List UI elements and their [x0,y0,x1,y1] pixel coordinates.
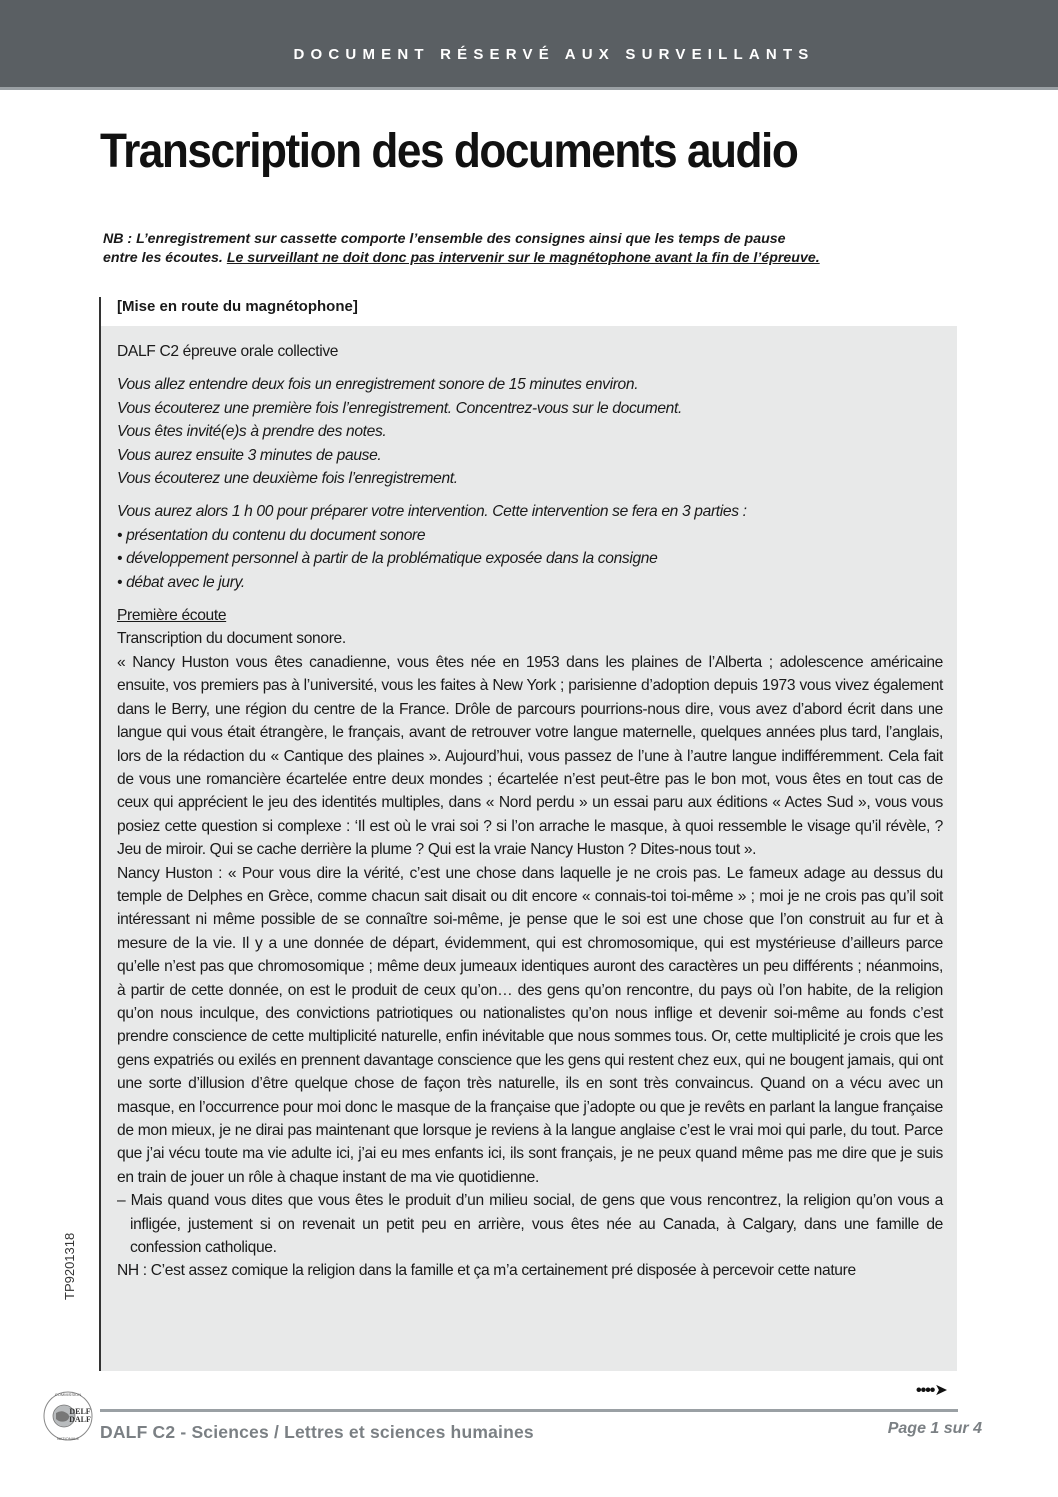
prep-intro: Vous aurez alors 1 h 00 pour préparer votre intervention. Cette intervention se fera en 3 parties : [117,503,747,521]
continue-arrow-icon: ••••➤ [916,1382,947,1399]
page-title: Transcription des documents audio [100,125,798,178]
nb-line-2-underlined: Le surveillant ne doit donc pas intervenir sur le magnétophone avant la fin de l’épreuve. [226,250,820,266]
delf-dalf-logo [40,1388,96,1444]
transcript-paragraph: – Mais quand vous dites que vous êtes le produit d’un milieu social, de gens que vous rencontrez, la religion qu’on vous a infligée, justement si on revenait un petit peu en arrière, vous êtes née au Canada, à Calgary, dans une famille de confession catholique. [117,1192,943,1257]
svg-text:COMMISSION: COMMISSION [54,1392,82,1397]
nb-line-1: NB : L’enregistrement sur cassette comporte l’ensemble des consignes ainsi que les temps de pause [103,231,786,247]
banner-text: DOCUMENT RÉSERVÉ AUX SURVEILLANTS [293,46,815,63]
transcript-paragraph: NH : C’est assez comique la religion dans la famille et ça m’a certainement pré disposée à percevoir cette nature [117,1262,856,1280]
instruction-line: Vous êtes invité(e)s à prendre des notes. [117,423,387,441]
instruction-line: Vous écouterez une première fois l’enregistrement. Concentrez-vous sur le document. [117,399,682,417]
nb-line-2-plain: entre les écoutes. [103,250,227,266]
section-heading: Première écoute [117,607,227,625]
svg-text:DELF: DELF [69,1407,91,1416]
document-code: TP9201318 [62,1232,77,1300]
footer-title: DALF C2 - Sciences / Lettres et sciences humaines [100,1422,534,1442]
svg-text:NATIONALE: NATIONALE [56,1436,80,1441]
bullet-item: • présentation du contenu du document sonore [117,526,426,544]
top-banner [0,0,1058,90]
instruction-line: Vous écouterez une deuxième fois l’enregistrement. [117,470,458,488]
nb-note [103,230,943,268]
footer-rule [100,1409,958,1412]
svg-text:DALF: DALF [69,1415,91,1424]
mise-en-route-label: [Mise en route du magnétophone] [117,298,358,315]
bullet-item: • développement personnel à partir de la problématique exposée dans la consigne [117,550,658,568]
transcript-paragraph: « Nancy Huston vous êtes canadienne, vous êtes née en 1953 dans les plaines de l’Alberta ; adolescence américaine ensuite, vos premiers pas à l’université, vous les faites à New York ; parisienne d’adoption depuis 1973 vous vivez également dans le Berry, une région du centre de la France. Drôle de parcours pourrions-nous dire, vous avez d’abord écrit dans une langue qui vous était étrangère, le français, avant de retrouver votre langue maternelle, quelques années plus tard, l’anglais, lors de la rédaction du « Cantique des plaines ». Aujourd’hui, vous passez de l’une à l’autre langue indifféremment. Cela fait de vous une romancière écartelée entre deux mondes ; écartelée n’est peut-être pas le bon mot, vous êtes en tout cas de ceux qui apprécient le jeu des identités multiples, dans « Nord perdu » un essai paru aux éditions « Actes Sud », vous vous posiez cette question si complexe : ‘Il est où le vrai soi ? si l’on arrache le masque, à quoi ressemble le visage qu’il révèle, ?Jeu de miroir. Qui se cache derrière la plume ? Qui est la vraie Nancy Huston ? Dites-nous tout ». [117,653,943,859]
bullet-item: • débat avec le jury. [117,573,245,591]
exam-title: DALF C2 épreuve orale collective [117,343,339,360]
transcript-paragraph: Nancy Huston : « Pour vous dire la vérité, c’est une chose dans laquelle je ne crois pas. Le fameux adage au dessus du temple de Delphes en Grèce, comme chacun sait disait ou dit encore « connais-toi toi-même » ; moi je ne crois pas qu’il soit intéressant ni même possible de se connaître soi-même, je pense que le soi est une chose que l’on construit au fur et à mesure de la vie. Il y a une donnée de départ, évidemment, qui est chromosomique, qui est mystérieuse d’ailleurs parce qu’elle n’est pas que chromosomique ; même deux jumeaux identiques auront des caractères un peu différents ; néanmoins, à partir de cette donnée, on est le produit de ceux qu’on… des gens qu’on rencontre, du pays où l’on habite, de la religion qu’on nous inculque, des convictions patriotiques ou nationalistes qu’on nous inflige et devenir soi-même au fonds c’est prendre conscience de cette multiplicité naturelle, enfin inévitable que nous sommes tous. Or, cette multiplicité je crois que les gens expatriés ou exilés en prennent davantage conscience que les gens qui restent chez eux, qui ne bougent jamais, qui ont une sorte d’illusion d’être quelque chose de façon très naturelle, ils en sont très convaincus. Quand on a vécu avec un masque, en l’occurrence pour moi donc le masque de la française que j’adopte ou que je revêts en parlant la langue française de mon mieux, je ne dirai pas maintenant que lorsque je reviens à la langue anglaise c’est le vrai moi qui parle, du tout. Parce que j’ai vécu toute ma vie adulte ici, j’ai eu mes enfants ici, ils sont français, je ne peux quand même pas me dire que je suis en train de jouer un rôle à chaque instant de ma vie quotidienne. [117,864,943,1186]
page-number: Page 1 sur 4 [887,1420,982,1437]
instruction-line: Vous aurez ensuite 3 minutes de pause. [117,446,382,464]
panel-content [117,340,943,1283]
transcription-label: Transcription du document sonore. [117,630,346,648]
nb-line-2 [103,249,943,268]
instruction-line: Vous allez entendre deux fois un enregistrement sonore de 15 minutes environ. [117,376,639,394]
